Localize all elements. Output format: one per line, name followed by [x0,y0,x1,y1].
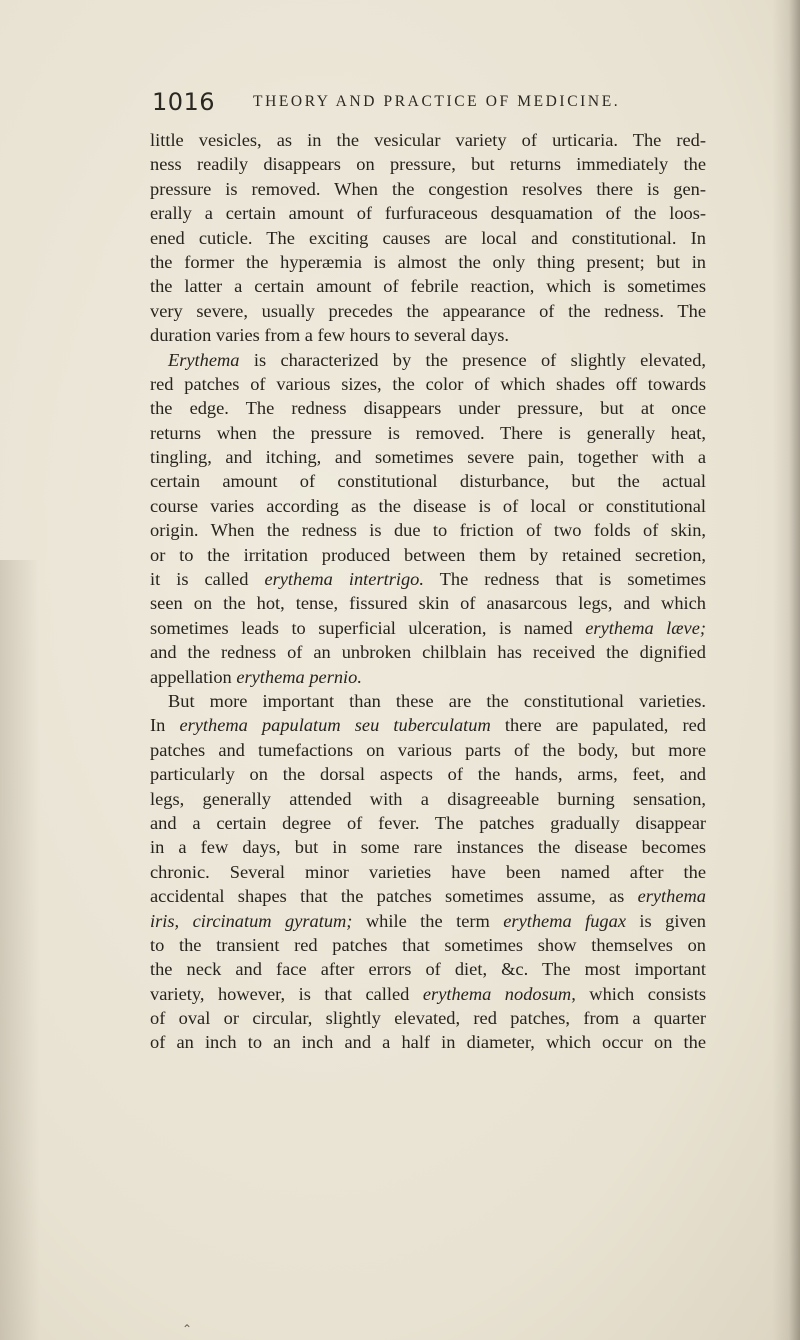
text-line [150,445,706,469]
text-line [150,299,706,323]
text-line [150,128,706,152]
text-run: while the term [352,910,504,931]
italic-term: erythema intertrigo. [264,569,424,590]
text-line [150,323,706,347]
text-run: which consists [575,983,706,1004]
text-run: in a few days, but in some rare instances the disease becomes [150,837,706,858]
text-line [150,226,706,250]
text-run: The redness that is sometimes [423,569,706,590]
running-head: THEORY AND PRACTICE OF MEDICINE. [253,93,621,110]
text-run: to the transient red patches that sometimes show themselves on [150,934,706,955]
text-line [150,469,706,493]
text-line [150,591,706,615]
text-line [150,713,706,737]
text-run: there are papulated, red [490,715,706,736]
text-run: of an inch to an inch and a half in diameter, which occur on the [150,1032,706,1053]
text-line [150,689,706,713]
text-line [150,201,706,225]
text-run: variety, however, is that called [150,983,423,1004]
text-line [150,811,706,835]
text-line [150,421,706,445]
text-run: patches and tumefactions on various parts of the body, but more [150,739,706,760]
text-line [150,884,706,908]
text-line [150,787,706,811]
text-line [150,372,706,396]
text-run: duration varies from a few hours to several days. [150,325,510,346]
italic-term: erythema pernio. [236,666,362,687]
text-run: very severe, usually precedes the appearance of the redness. The [150,300,706,321]
text-run: appellation [150,666,237,687]
italic-term: erythema læve; [585,617,706,638]
text-line [150,494,706,518]
text-line [150,348,706,372]
text-run: the neck and face after errors of diet, &c. The most important [150,959,706,980]
text-line [150,152,706,176]
text-line [150,543,706,567]
body-text [150,128,706,1055]
text-run: and the redness of an unbroken chilblain has received the dignified [150,642,706,663]
italic-term: Erythema [168,349,240,370]
text-line [150,860,706,884]
text-run: little vesicles, as in the vesicular variety of urticaria. The red- [150,130,706,150]
text-line [150,640,706,664]
text-run: But more important than these are the constitutional varieties. [168,690,706,711]
text-line [150,1030,706,1054]
text-run: erally a certain amount of furfuraceous desquamation of the loos- [150,203,706,224]
text-line [150,518,706,542]
text-line [150,567,706,591]
text-run: ness readily disappears on pressure, but returns immediately the [150,154,706,175]
text-run: returns when the pressure is removed. There is generally heat, [150,422,706,443]
text-run: course varies according as the disease is of local or constitutional [150,495,706,516]
italic-term: erythema fugax [503,910,626,931]
text-line [150,1006,706,1030]
text-run: of oval or circular, slightly elevated, red patches, from a quarter [150,1008,706,1029]
text-run: tingling, and itching, and sometimes severe pain, together with a [150,447,706,468]
text-line [150,274,706,298]
text-run: the edge. The redness disappears under pressure, but at once [150,398,706,419]
text-line [150,738,706,762]
text-line [150,396,706,420]
text-line [150,177,706,201]
page-gutter-shadow [772,0,800,1340]
text-run: the former the hyperæmia is almost the only thing present; but in [150,251,706,272]
text-run: origin. When the redness is due to friction of two folds of skin, [150,520,706,541]
text-line [150,982,706,1006]
text-run: seen on the hot, tense, fissured skin of anasarcous legs, and which [150,593,706,614]
text-line [150,762,706,786]
text-run: accidental shapes that the patches sometimes assume, as [150,886,638,907]
page-number: 1016 [152,88,216,116]
text-run: legs, generally attended with a disagreeable burning sensation, [150,788,706,809]
text-line [150,909,706,933]
italic-term: erythema papulatum seu tuberculatum [179,715,491,736]
text-run: pressure is removed. When the congestion resolves there is gen- [150,178,706,199]
page-shadow-left [0,560,40,1340]
text-run: chronic. Several minor varieties have been named after the [150,861,706,882]
footer-mark: ⌃ [182,1322,193,1336]
text-run: red patches of various sizes, the color of which shades off towards [150,373,706,394]
page-header [152,88,712,116]
text-line [150,933,706,957]
italic-term: iris, circinatum gyratum; [150,910,353,931]
text-run: it is called [150,569,265,590]
text-run: or to the irritation produced between them by retained secretion, [150,544,706,565]
text-run: In [150,715,180,736]
text-run: certain amount of constitutional disturbance, but the actual [150,471,706,492]
text-run: and a certain degree of fever. The patches gradually disappear [150,812,706,833]
italic-term: erythema nodosum, [422,983,576,1004]
text-run: particularly on the dorsal aspects of the hands, arms, feet, and [150,764,706,785]
text-run: sometimes leads to superficial ulceration, is named [150,617,586,638]
italic-term: erythema [637,886,706,907]
text-line [150,665,706,689]
text-line [150,616,706,640]
text-line [150,250,706,274]
text-line [150,835,706,859]
text-line [150,957,706,981]
text-run: is characterized by the presence of slightly elevated, [239,349,706,370]
text-run: ened cuticle. The exciting causes are local and constitutional. In [150,227,706,248]
text-run: the latter a certain amount of febrile reaction, which is sometimes [150,276,706,297]
text-run: is given [625,910,706,931]
